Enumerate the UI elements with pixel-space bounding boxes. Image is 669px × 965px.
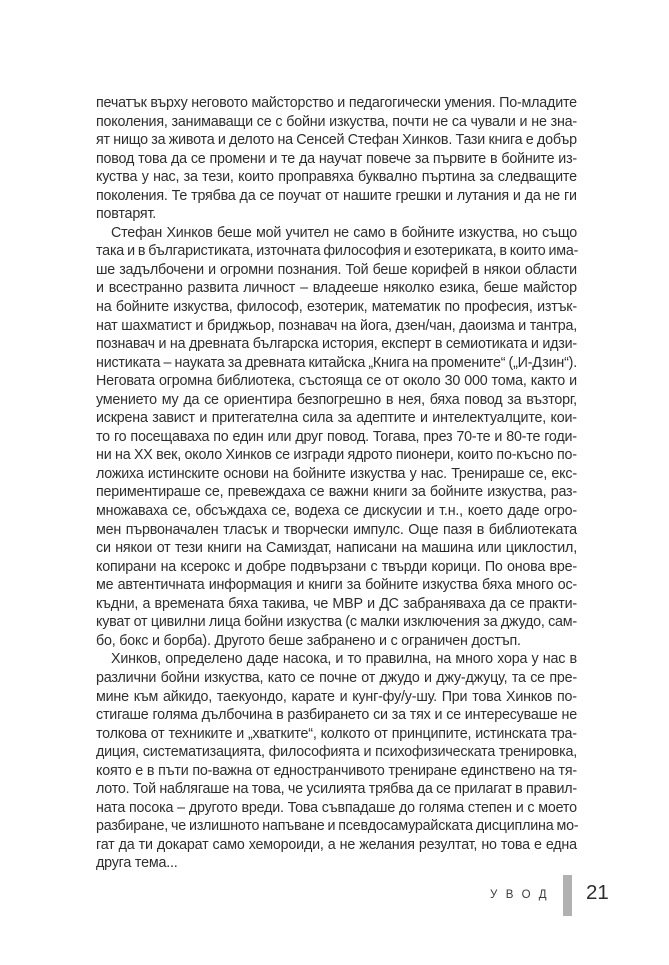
text-line: нистиката – науката за древната китайска „Книга на промените“ („И-Дзин“). <box>96 354 577 371</box>
text-line: разбиране, че излишното напъване и псевдосамурайската дисциплина мо- <box>96 818 579 835</box>
text-line: бо, бокс и борба). Другото беше забранено и с ограничен достъп. <box>96 632 521 649</box>
footer-divider <box>563 875 572 916</box>
text-line: ше задълбочени и огромни познания. Той беше корифей в някои области <box>96 261 577 278</box>
text-line: периментираше се, превеждаха се важни книги за бойните изкуства, раз- <box>96 484 577 501</box>
paragraph <box>96 94 577 224</box>
text-line: познавач и на древната българска история, експерт в семиотиката и идзи- <box>96 336 577 353</box>
text-line: ната посока – другото вреди. Това съвпадаше до голяма степен и с моето <box>96 799 577 816</box>
text-line: на бойните изкуства, философ, езотерик, математик по професия, изтък- <box>96 299 577 316</box>
text-line: ме автентичната информация и книги за бойните изкуства бяха много ос- <box>96 577 577 594</box>
text-line: толкова от техниките и „хватките“, колкото от принципите, истинската тра- <box>96 725 577 742</box>
text-line: поколения, занимаващи се с бойни изкуства, почти не са чували и не зна- <box>96 113 577 130</box>
text-line: множаваха се, обсъждаха се, водеха се дискусии и т.н., което даде огро- <box>96 503 577 520</box>
text-line: си някои от тези книги на Самиздат, написани на машина или циклостил, <box>96 540 577 557</box>
text-block <box>96 94 577 873</box>
text-line: мен първоначален тласък и творчески импулс. Още пазя в библиотеката <box>96 521 577 538</box>
text-line: поколения. Те трябва да се поучат от нашите грешки и лутания и да не ги <box>96 187 577 204</box>
text-line: куства у нас, за тези, които проправяха буквално пъртина за следващите <box>96 169 577 186</box>
text-line: така и в българистиката, източната философия и езотериката, в които има- <box>96 243 579 260</box>
text-line: и всестранно развита личност – владееше няколко езика, беше майстор <box>96 280 577 297</box>
text-line: различни бойни изкуства, като се почне от джудо и джу-джуцу, та се пре- <box>96 669 577 686</box>
text-line: Неговата огромна библиотека, състояща се от около 30 000 тома, както и <box>96 373 577 390</box>
text-line: печатък върху неговото майсторство и педагогически умения. По-младите <box>96 95 577 111</box>
page-number: 21 <box>586 881 609 904</box>
text-line: ят нищо за живота и делото на Сенсей Стефан Хинков. Тази книга е добър <box>96 132 577 149</box>
text-line: гат да ти докарат само хемороиди, а не желания резултат, но това е една <box>96 836 577 853</box>
text-line: лото. Той наблягаше на това, че усилията трябва да се прилагат в правил- <box>96 781 577 798</box>
text-line: друга тема... <box>96 855 178 872</box>
text-line: ни на XX век, около Хинков се изгради ядрото пионери, които по-късно по- <box>96 447 577 464</box>
text-line: която е в пъти по-важна от едностранчивото трениране единствено на тя- <box>96 762 577 779</box>
text-line: повтарят. <box>96 206 156 223</box>
text-line: повод това да се промени и те да научат повече за първите в бойните из- <box>96 150 577 167</box>
text-line: искрена завист и притегателна сила за адептите и интелектуалците, кои- <box>96 410 577 427</box>
text-line: Стефан Хинков беше мой учител не само в бойните изкуства, но също <box>111 224 577 241</box>
text-line: стигаше голяма дълбочина в разбирането си за тях и се интересуваше не <box>96 707 577 724</box>
text-line: копирани на ксерокс и добре подвързани с твърди корици. По онова вре- <box>96 558 577 575</box>
text-line: диция, систематизацията, философията и психофизическата тренировка, <box>96 744 577 761</box>
text-line: куват от цивилни лица бойни изкуства (с малки изключения за джудо, сам- <box>96 614 577 631</box>
paragraph <box>96 224 577 651</box>
text-line: умението му да се ориентира безпогрешно в нея, бяха повод за възторг, <box>96 391 577 408</box>
text-line: то го посещаваха по един или друг повод. Тогава, през 70-те и 80-те годи- <box>96 428 577 445</box>
text-line: къдни, а времената бяха такива, че МВР и ДС забраняваха да се практи- <box>96 595 577 612</box>
text-line: ложиха истинските основи на бойните изкуства у нас. Тренираше се, екс- <box>96 465 577 482</box>
paragraph <box>96 650 577 873</box>
text-line: Хинков, определено даде насока, и то правилна, на много хора у нас в <box>111 651 577 668</box>
section-label: УВОД <box>490 889 556 901</box>
text-line: нат шахматист и бриджьор, познавач на йога, дзен/чан, даоизма и тантра, <box>96 317 577 334</box>
text-line: мине към айкидо, таекуондо, карате и кунг-фу/у-шу. При това Хинков по- <box>96 688 577 705</box>
